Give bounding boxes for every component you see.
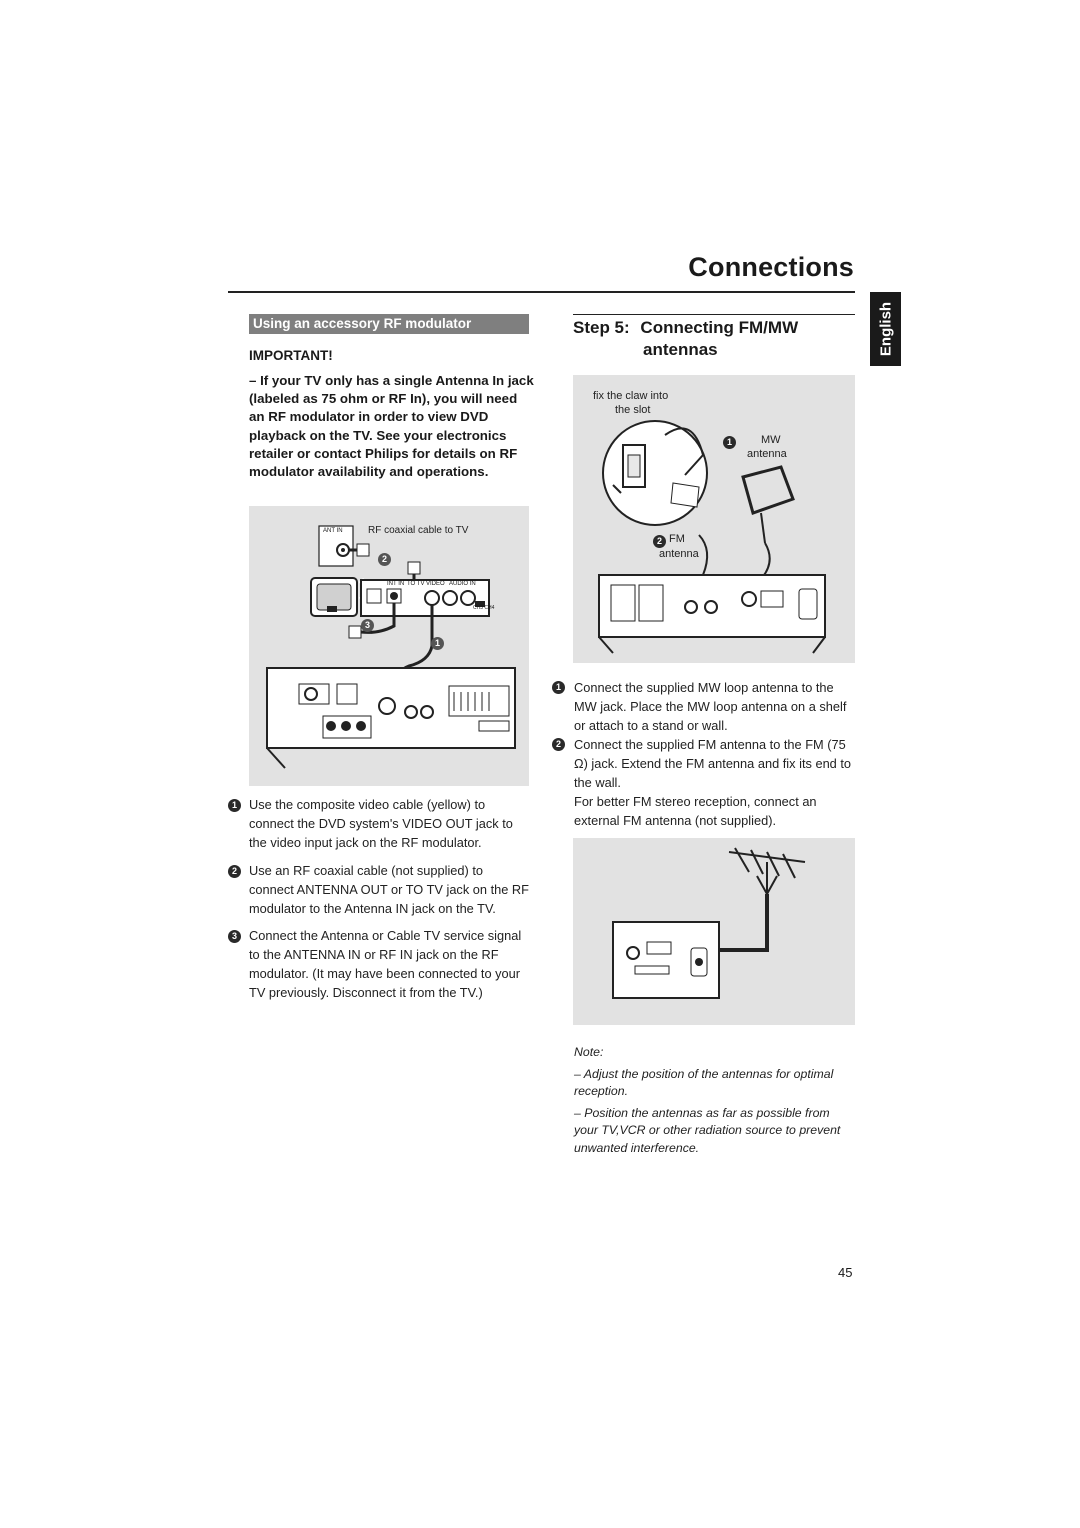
step-label: Step 5: <box>573 318 630 337</box>
figure-callout-3: 3 <box>361 619 374 632</box>
left-step-3-text: Connect the Antenna or Cable TV service signal to the ANTENNA IN or RF IN jack on the RF modulator. (It may have been connected to your TV previously. Disconnect it from the TV.) <box>249 928 522 1000</box>
note-item-2: – Position the antennas as far as possible from your TV,VCR or other radiation source to prevent unwanted interference. <box>574 1105 841 1155</box>
language-tab <box>870 292 901 366</box>
important-warning: – If your TV only has a single Antenna In jack (labeled as 75 ohm or RF In), you will need an RF modulator in order to view DVD playback on the TV. See your electronics retailer or contact Philips for details on RF modulator availability and operations. <box>249 373 534 480</box>
modulator-label-video: VIDEO <box>426 581 445 587</box>
right-step-marker-1: 1 <box>552 681 565 694</box>
note-item-1: – Adjust the position of the antennas for optimal reception. <box>574 1066 834 1098</box>
ant-in-label: ANT IN <box>323 528 343 534</box>
rf-modulator-diagram <box>249 506 529 786</box>
important-label: IMPORTANT! <box>249 348 333 363</box>
rf-cable-label: RF coaxial cable to TV <box>368 525 469 536</box>
page-title: Connections <box>688 252 854 282</box>
antenna-diagram <box>573 375 855 663</box>
mw-callout-marker: 1 <box>723 436 736 449</box>
note-block <box>574 1044 856 1157</box>
note-label: Note: <box>574 1045 604 1059</box>
language-tab-label: English <box>877 301 894 357</box>
section-heading: Using an accessory RF modulator <box>249 314 529 334</box>
claw-instruction-line1: fix the claw into <box>593 390 669 402</box>
page-number: 45 <box>838 1265 853 1280</box>
modulator-label-audio-in: AUDIO IN <box>449 581 476 587</box>
external-antenna-diagram <box>573 838 855 1025</box>
right-step-2-text: Connect the supplied FM antenna to the FM (75 Ω) jack. Extend the FM antenna and fix its end to the wall. <box>574 737 852 790</box>
fm-antenna-label: antenna <box>659 548 699 560</box>
modulator-label-channel: CH3 CH4 <box>473 605 495 611</box>
step-rule <box>573 314 855 315</box>
header-rule <box>228 291 855 293</box>
claw-instruction-line2: the slot <box>615 404 651 416</box>
mw-antenna-label: antenna <box>747 448 787 460</box>
rf-modulator-figure <box>249 506 529 786</box>
left-step-1-text: Use the composite video cable (yellow) to connect the DVD system's VIDEO OUT jack to the video input jack on the RF modulator. <box>249 797 513 850</box>
step-marker-3: 3 <box>228 930 241 943</box>
modulator-label-to-tv: TO TV <box>407 581 425 587</box>
step-title-line2: antennas <box>643 340 718 359</box>
step-marker-2: 2 <box>228 865 241 878</box>
step-marker-1: 1 <box>228 799 241 812</box>
figure-callout-1: 1 <box>431 637 444 650</box>
right-step-marker-2: 2 <box>552 738 565 751</box>
fm-label: FM <box>669 533 685 545</box>
modulator-label-int-in: INT IN <box>387 581 405 587</box>
mw-label: MW <box>761 434 781 446</box>
fm-reception-tip: For better FM stereo reception, connect an external FM antenna (not supplied). <box>574 794 817 828</box>
right-step-1-text: Connect the supplied MW loop antenna to the MW jack. Place the MW loop antenna on a shelf or attach to a stand or wall. <box>574 680 847 733</box>
external-fm-antenna-figure <box>573 838 855 1025</box>
figure-callout-2: 2 <box>378 553 391 566</box>
fm-mw-antenna-figure <box>573 375 855 663</box>
step-title-line1: Connecting FM/MW <box>640 318 799 337</box>
fm-callout-marker: 2 <box>653 535 666 548</box>
step-heading <box>573 318 798 338</box>
left-step-2-text: Use an RF coaxial cable (not supplied) to connect ANTENNA OUT or TO TV jack on the RF modulator to the Antenna IN jack on the TV. <box>249 863 529 916</box>
